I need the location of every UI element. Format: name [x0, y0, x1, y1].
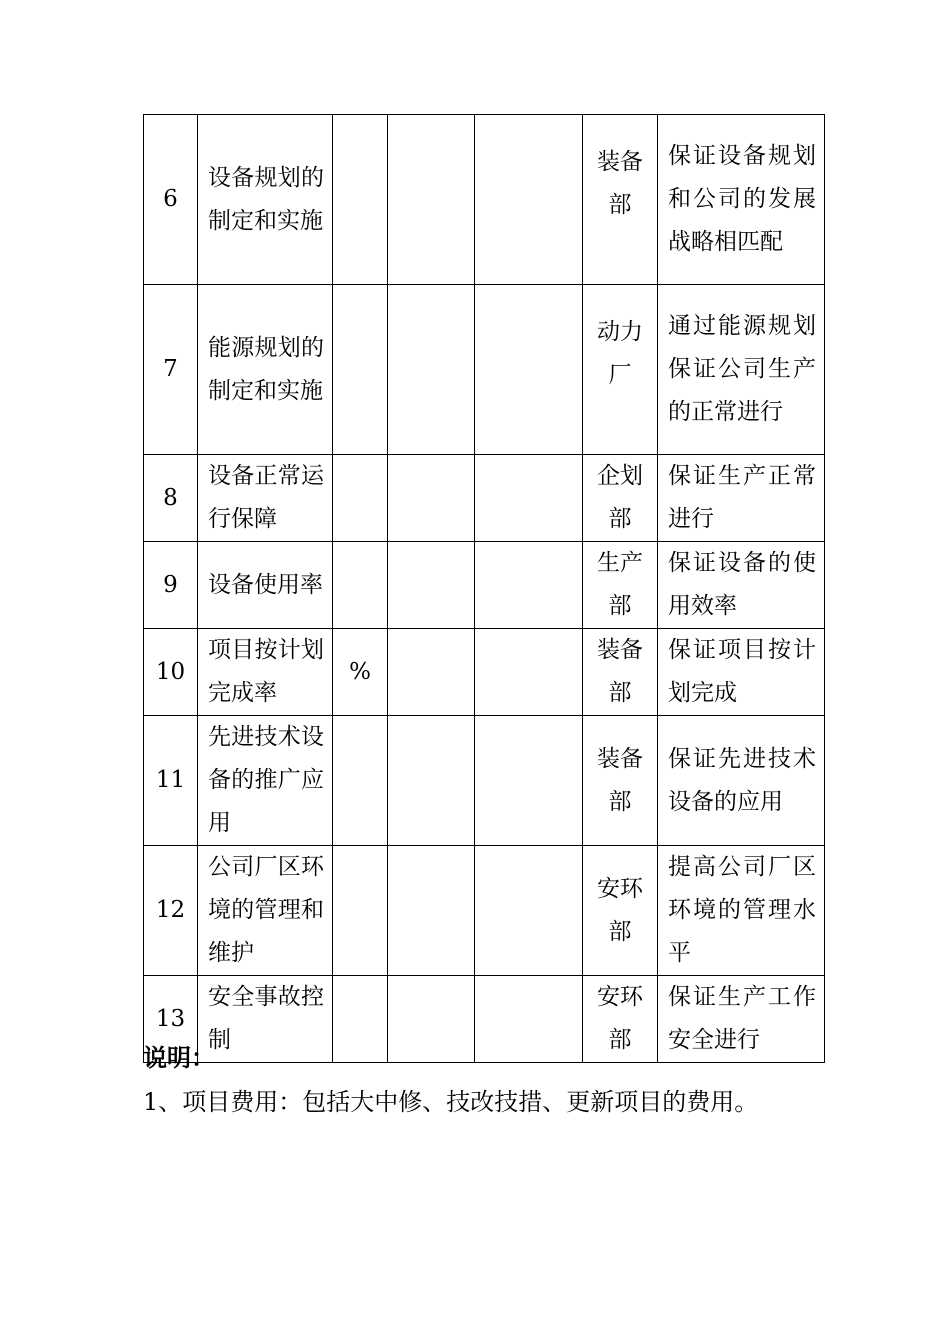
item-name-cell: 能源规划的制定和实施 [198, 285, 333, 455]
goal-cell: 保证设备规划和公司的发展战略相匹配 [658, 115, 825, 285]
table-row [144, 455, 825, 542]
empty-cell [388, 976, 475, 1063]
empty-cell [475, 455, 583, 542]
goal-cell: 提高公司厂区环境的管理水平 [658, 846, 825, 976]
row-number-cell: 11 [144, 716, 198, 846]
notes-heading: 说明： [143, 1043, 215, 1072]
empty-cell [475, 976, 583, 1063]
row-number-cell: 7 [144, 285, 198, 455]
table-row [144, 285, 825, 455]
row-number-cell: 8 [144, 455, 198, 542]
table-row [144, 542, 825, 629]
note-item: 1、项目费用：包括大中修、技改技措、更新项目的费用。 [143, 1088, 759, 1116]
table-row [144, 115, 825, 285]
empty-cell [388, 115, 475, 285]
row-number-cell: 9 [144, 542, 198, 629]
empty-cell [475, 716, 583, 846]
item-name-cell: 项目按计划完成率 [198, 629, 333, 716]
goal-cell: 保证生产正常进行 [658, 455, 825, 542]
item-name-cell: 设备使用率 [198, 542, 333, 629]
item-name-cell: 设备规划的制定和实施 [198, 115, 333, 285]
goal-cell: 通过能源规划保证公司生产的正常进行 [658, 285, 825, 455]
unit-cell [333, 285, 388, 455]
goal-cell: 保证项目按计划完成 [658, 629, 825, 716]
department-cell: 生产部 [583, 542, 658, 629]
row-number-cell: 10 [144, 629, 198, 716]
row-number-cell: 6 [144, 115, 198, 285]
table-row [144, 716, 825, 846]
empty-cell [475, 115, 583, 285]
unit-cell: % [333, 629, 388, 716]
department-cell: 安环部 [583, 846, 658, 976]
item-name-cell: 公司厂区环境的管理和维护 [198, 846, 333, 976]
empty-cell [475, 629, 583, 716]
unit-cell [333, 115, 388, 285]
goal-cell: 保证设备的使用效率 [658, 542, 825, 629]
item-name-cell: 设备正常运行保障 [198, 455, 333, 542]
unit-cell [333, 976, 388, 1063]
department-cell: 动力厂 [583, 285, 658, 455]
empty-cell [388, 846, 475, 976]
unit-cell [333, 846, 388, 976]
empty-cell [388, 285, 475, 455]
department-cell: 企划部 [583, 455, 658, 542]
empty-cell [388, 716, 475, 846]
table-row [144, 846, 825, 976]
goal-cell: 保证生产工作安全进行 [658, 976, 825, 1063]
item-name-cell: 先进技术设备的推广应用 [198, 716, 333, 846]
empty-cell [388, 455, 475, 542]
unit-cell [333, 455, 388, 542]
department-cell: 装备部 [583, 629, 658, 716]
empty-cell [475, 846, 583, 976]
department-cell: 装备部 [583, 716, 658, 846]
row-number-cell: 13 [144, 976, 198, 1063]
goal-cell: 保证先进技术设备的应用 [658, 716, 825, 846]
unit-cell [333, 716, 388, 846]
item-name-cell: 安全事故控制 [198, 976, 333, 1063]
empty-cell [475, 285, 583, 455]
row-number-cell: 12 [144, 846, 198, 976]
department-cell: 安环部 [583, 976, 658, 1063]
table-row [144, 976, 825, 1063]
indicator-table [143, 114, 825, 1063]
unit-cell [333, 542, 388, 629]
department-cell: 装备部 [583, 115, 658, 285]
table-row [144, 629, 825, 716]
empty-cell [388, 542, 475, 629]
empty-cell [475, 542, 583, 629]
empty-cell [388, 629, 475, 716]
